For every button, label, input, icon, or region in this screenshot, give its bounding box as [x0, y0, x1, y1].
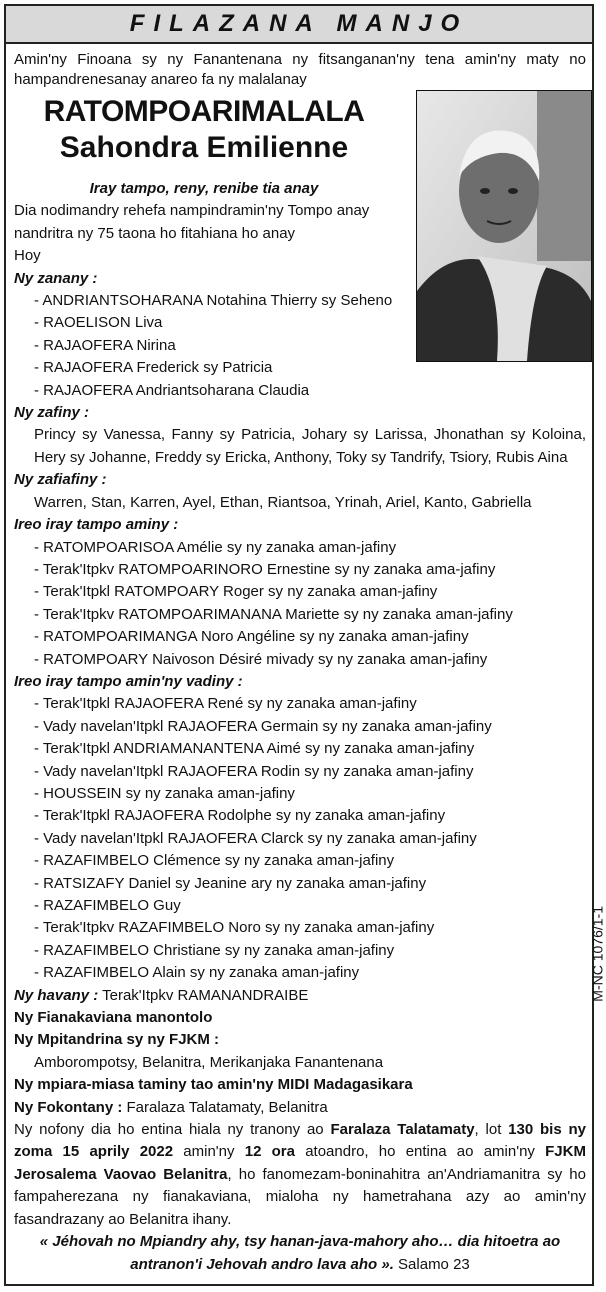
list-item: - RAZAFIMBELO Clémence sy ny zanaka aman-jafiny	[34, 852, 395, 870]
intro-text: Amin'ny Finoana sy ny Fanantenana ny fitsanganan'ny tena amin'ny maty no hampandrenesanay anareo fa ny malalanay	[14, 51, 586, 88]
siblings-heading: Ireo iray tampo aminy :	[14, 516, 179, 534]
verse-quote: « Jéhovah no Mpiandry ahy, tsy hanan-java-mahory aho… dia hitoetra ao antranon'i Jehovah andro lava aho ».	[39, 1233, 561, 1273]
list-item: - RATOMPOARY Naivoson Désiré mivady sy ny zanaka aman-jafiny	[34, 650, 488, 668]
children-heading: Ny zanany :	[14, 269, 98, 287]
announcement-line-3: Hoy	[14, 247, 41, 265]
list-item: - RATOMPOARIMANGA Noro Angéline sy ny zanaka aman-jafiny	[34, 628, 469, 646]
notice-body	[14, 50, 586, 1276]
deceased-surname: RATOMPOARIMALALA	[43, 95, 365, 128]
relatives-heading: Ny havany :	[14, 986, 99, 1004]
announcement-line-2: nandritra ny 75 taona ho fitahiana ho anay	[14, 224, 296, 242]
notice-frame	[4, 4, 606, 1286]
bible-verse	[14, 1231, 586, 1276]
list-item: - Terak'Itpkl ANDRIAMANANTENA Aimé sy ny zanaka aman-jafiny	[34, 740, 475, 758]
list-item: - Terak'Itpkl RATOMPOARY Roger sy ny zanaka aman-jafiny	[34, 583, 438, 601]
funeral-lot-date: 130 bis ny zoma 15 aprily 2022	[14, 1121, 586, 1161]
notice-banner	[6, 6, 592, 44]
list-item: - RAJAOFERA Nirina	[34, 336, 176, 354]
list-item: - RAJAOFERA Frederick sy Patricia	[34, 359, 273, 377]
list-item: - RATOMPOARISOA Amélie sy ny zanaka aman-jafiny	[34, 538, 397, 556]
fokontany-heading: Ny Fokontany :	[14, 1098, 123, 1116]
great-grandchildren-text: Warren, Stan, Karren, Ayel, Ethan, Riantsoa, Yrinah, Ariel, Kanto, Gabriella	[34, 493, 532, 511]
list-item: - Terak'Itpkl RAJAOFERA René sy ny zanaka aman-jafiny	[34, 695, 417, 713]
grandchildren-text: Princy sy Vanessa, Fanny sy Patricia, Johary sy Larissa, Jhonathan sy Koloina, Hery sy Johanne, Freddy sy Ericka, Anthony, Toky sy Tandrify, Tsiory, Rubis Aina	[34, 426, 586, 466]
grandchildren-heading: Ny zafiny :	[14, 404, 90, 422]
list-item: - Vady navelan'Itpkl RAJAOFERA Germain sy ny zanaka aman-jafiny	[34, 717, 492, 735]
reference-code: M-NC 1076/1-1	[590, 906, 606, 1002]
relatives-line	[14, 985, 586, 1007]
list-item: - RAJAOFERA Andriantsoharana Claudia	[34, 381, 310, 399]
announcement-line-1: Dia nodimandry rehefa nampindramin'ny Tompo anay	[14, 202, 370, 220]
list-item: - Terak'Itpkv RATOMPOARINORO Ernestine sy ny zanaka ama-jafiny	[34, 560, 496, 578]
funeral-text-1: Ny nofony dia ho entina hiala ny tranony ao	[14, 1121, 331, 1139]
pastors-text: Amborompotsy, Belanitra, Merikanjaka Fanantenana	[34, 1053, 384, 1071]
list-item: - Terak'Itpkv RATOMPOARIMANANA Mariette sy ny zanaka aman-jafiny	[34, 605, 513, 623]
pastors-heading: Ny Mpitandrina sy ny FJKM :	[14, 1031, 220, 1049]
funeral-text-4: atoandro, ho entina ao amin'ny	[294, 1143, 546, 1161]
funeral-text-3: amin'ny	[173, 1143, 245, 1161]
colleagues-line: Ny mpiara-miasa taminy tao amin'ny MIDI Madagasikara	[14, 1076, 413, 1094]
list-item: - RAZAFIMBELO Guy	[34, 897, 181, 914]
funeral-text-2: , lot	[474, 1121, 509, 1139]
relatives-text: Terak'Itpkv RAMANANDRAIBE	[102, 986, 309, 1004]
list-item: - RATSIZAFY Daniel sy Jeanine ary ny zanaka aman-jafiny	[34, 874, 427, 892]
relation-line: Iray tampo, reny, renibe tia anay	[89, 180, 319, 197]
funeral-paragraph	[14, 1119, 586, 1231]
funeral-time: 12 ora	[244, 1143, 295, 1161]
deceased-given-names: Sahondra Emilienne	[59, 131, 349, 164]
great-grandchildren-heading: Ny zafiafiny :	[14, 471, 107, 489]
funeral-place: Faralaza Talatamaty	[330, 1121, 475, 1139]
list-item: - Vady navelan'Itpkl RAJAOFERA Clarck sy ny zanaka aman-jafiny	[34, 829, 477, 847]
list-item: - RAZAFIMBELO Alain sy ny zanaka aman-jafiny	[34, 964, 360, 982]
fokontany-line	[14, 1097, 586, 1119]
list-item: - RAZAFIMBELO Christiane sy ny zanaka aman-jafiny	[34, 941, 395, 959]
fokontany-text: Faralaza Talatamaty, Belanitra	[126, 1098, 328, 1116]
husband-siblings-heading: Ireo iray tampo amin'ny vadiny :	[14, 672, 243, 690]
verse-reference: Salamo 23	[393, 1255, 470, 1273]
list-item: - HOUSSEIN sy ny zanaka aman-jafiny	[34, 784, 295, 802]
notice-title: FILAZANA MANJO	[129, 10, 469, 37]
list-item: - Terak'Itpkl RAJAOFERA Rodolphe sy ny zanaka aman-jafiny	[34, 807, 446, 825]
list-item: - Vady navelan'Itpkl RAJAOFERA Rodin sy ny zanaka aman-jafiny	[34, 762, 474, 780]
list-item: - Terak'Itpkv RAZAFIMBELO Noro sy ny zanaka aman-jafiny	[34, 919, 435, 937]
funeral-text-5: , ho fanomezam-boninahitra an'Andriamanitra sy ho fampaherezana ny fianakaviana, mialoha ny hametrahana azy ao amin'ny fasandrazany ao Belanitra ihany.	[14, 1165, 586, 1228]
list-item: - RAOELISON Liva	[34, 314, 163, 332]
family-line: Ny Fianakaviana manontolo	[14, 1009, 213, 1027]
funeral-church: FJKM Jerosalema Vaovao Belanitra	[14, 1143, 586, 1183]
list-item: - ANDRIANTSOHARANA Notahina Thierry sy Seheno	[34, 292, 393, 310]
